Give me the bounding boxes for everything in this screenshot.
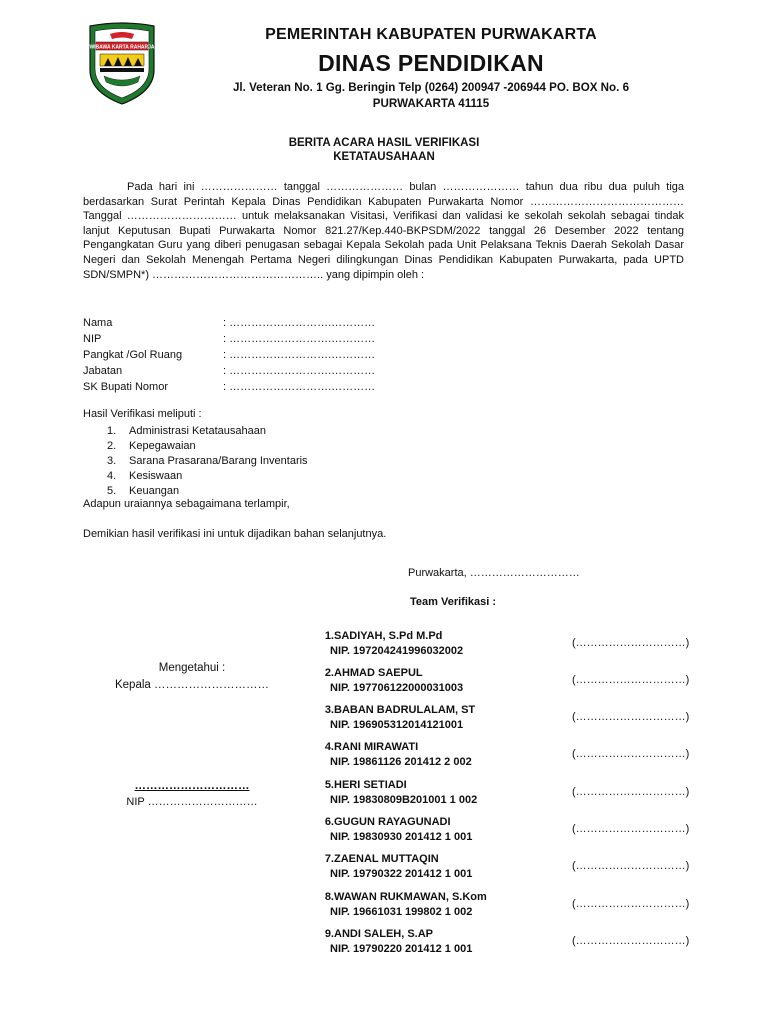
field-row-rank <box>83 347 375 363</box>
team-member <box>310 816 690 848</box>
team-member <box>310 853 690 885</box>
list-item <box>107 484 308 499</box>
field-row-nip <box>83 331 375 347</box>
field-value: : ……………………….………… <box>223 381 376 393</box>
member-number: 3. <box>324 704 334 716</box>
field-value: : ……………………….………… <box>223 349 376 361</box>
identity-fields <box>83 315 375 395</box>
field-row-decree <box>83 379 375 395</box>
member-nip: NIP. 197706122000031003 <box>330 682 464 694</box>
list-item <box>107 439 308 454</box>
verification-title: Hasil Verifikasi meliputi : <box>83 408 202 420</box>
member-number: 1. <box>324 630 334 642</box>
team-member <box>310 891 690 923</box>
body-paragraph: Pada hari ini ………………… tanggal ………………… bulan ………………… tahun dua ribu dua puluh tiga berdasarkan Surat Perintah Kepala Dinas Pendidikan Kabupaten Purwakarta Nomor ……………………………………Tanggal ………………………… untuk melaksanakan Visitasi, Verifikasi dan validasi ke sekolah sekolah sebagai tindak lanjut Keputusan Bupati Purwakarta Nomor 821.27/Kep.440-BKPSDM/2022 tanggal 26 Desember 2022 tentang Pengangkatan Guru yang diberi penugasan sebagai Kepala Sekolah pada Unit Pelaksana Teknis Daerah Sekolah Dasar Negeri dan Sekolah Menengah Pertama Negeri dilingkungan Dinas Pendidikan Kabupaten Purwakarta, pada UPTD SDN/SMPN*) ……………………………………….. yang dipimpin oleh : <box>83 181 684 281</box>
team-member <box>310 667 690 699</box>
department-name: DINAS PENDIDIKAN <box>318 50 544 76</box>
field-label: SK Bupati Nomor <box>83 381 168 393</box>
list-number: 4. <box>107 470 117 482</box>
regency-emblem-icon <box>86 20 158 106</box>
member-signature-line: (…………………………) <box>572 748 690 760</box>
member-number: 2. <box>324 667 334 679</box>
field-label: Pangkat /Gol Ruang <box>83 349 183 361</box>
member-name: ZAENAL MUTTAQIN <box>334 853 439 865</box>
member-signature-line: (…………………………) <box>572 674 690 686</box>
closing-statement: Demikian hasil verifikasi ini untuk dijadikan bahan selanjutnya. <box>83 528 387 540</box>
field-row-name <box>83 315 375 331</box>
field-value: : ……………………….………… <box>223 333 376 345</box>
member-name: RANI MIRAWATI <box>334 741 419 753</box>
field-value: : ……………………….………… <box>223 317 376 329</box>
member-number: 9. <box>324 928 334 940</box>
member-name: AHMAD SAEPUL <box>334 667 423 679</box>
member-nip: NIP. 19830930 201412 1 001 <box>330 831 473 843</box>
member-signature-line: (…………………………) <box>572 786 690 798</box>
place-date: Purwakarta, ………………………… <box>408 567 580 579</box>
head-name-line: ………………………… <box>134 780 250 792</box>
field-label: NIP <box>83 333 102 345</box>
member-nip: NIP. 19861126 201412 2 002 <box>330 756 472 768</box>
member-number: 6. <box>324 816 334 828</box>
member-name: BABAN BADRULALAM, ST <box>334 704 476 716</box>
member-nip: NIP. 19661031 199802 1 002 <box>330 906 473 918</box>
list-text: Keuangan <box>129 485 180 497</box>
list-number: 1. <box>107 425 117 437</box>
member-nip: NIP. 196905312014121001 <box>330 719 464 731</box>
member-nip: NIP. 19830809B201001 1 002 <box>330 794 478 806</box>
team-member <box>310 704 690 736</box>
member-name: SADIYAH, S.Pd M.Pd <box>334 630 443 642</box>
emblem-text: WIBAWA KARTA RAHARJA <box>89 44 155 51</box>
list-text: Sarana Prasarana/Barang Inventaris <box>129 455 308 467</box>
member-number: 4. <box>324 741 334 753</box>
department-address: Jl. Veteran No. 1 Gg. Beringin Telp (0264) 200947 -206944 PO. BOX No. 6 <box>232 81 630 94</box>
head-nip-line: NIP ………………………… <box>126 796 258 808</box>
field-value: : ……………………….………… <box>223 365 376 377</box>
member-number: 5. <box>324 779 334 791</box>
member-signature-line: (…………………………) <box>572 935 690 947</box>
head-title: Kepala ………………………… <box>114 679 269 691</box>
list-text: Administrasi Ketatausahaan <box>129 425 266 437</box>
member-signature-line: (…………………………) <box>572 898 690 910</box>
field-label: Nama <box>83 317 113 329</box>
list-text: Kepegawaian <box>129 440 196 452</box>
member-name: ANDI SALEH, S.AP <box>334 928 434 940</box>
team-member <box>310 928 690 960</box>
document-subtitle: KETATAUSAHAAN <box>333 151 435 163</box>
attachment-note: Adapun uraiannya sebagaimana terlampir, <box>83 498 290 510</box>
member-number: 8. <box>324 891 334 903</box>
team-member <box>310 741 690 773</box>
team-member <box>310 779 690 811</box>
member-name: GUGUN RAYAGUNADI <box>334 816 451 828</box>
member-name: HERI SETIADI <box>334 779 407 791</box>
department-city: PURWAKARTA 41115 <box>372 97 490 110</box>
member-number: 7. <box>324 853 334 865</box>
list-number: 5. <box>107 485 117 497</box>
team-title: Team Verifikasi : <box>410 596 497 608</box>
list-item <box>107 424 308 439</box>
member-nip: NIP. 19790220 201412 1 001 <box>330 943 473 955</box>
member-signature-line: (…………………………) <box>572 637 690 649</box>
member-nip: NIP. 197204241996032002 <box>330 645 464 657</box>
member-signature-line: (…………………………) <box>572 711 690 723</box>
field-row-position <box>83 363 375 379</box>
member-signature-line: (…………………………) <box>572 823 690 835</box>
list-number: 3. <box>107 455 117 467</box>
acknowledgement-label: Mengetahui : <box>158 662 226 674</box>
list-text: Kesiswaan <box>129 470 183 482</box>
team-member <box>310 630 690 662</box>
list-item <box>107 454 308 469</box>
document-title: BERITA ACARA HASIL VERIFIKASI <box>288 137 480 149</box>
government-name: PEMERINTAH KABUPATEN PURWAKARTA <box>265 26 597 43</box>
member-name: WAWAN RUKMAWAN, S.Kom <box>334 891 487 903</box>
list-number: 2. <box>107 440 117 452</box>
list-item <box>107 469 308 484</box>
member-signature-line: (…………………………) <box>572 860 690 872</box>
verification-list <box>107 424 308 499</box>
member-nip: NIP. 19790322 201412 1 001 <box>330 868 473 880</box>
field-label: Jabatan <box>83 365 123 377</box>
